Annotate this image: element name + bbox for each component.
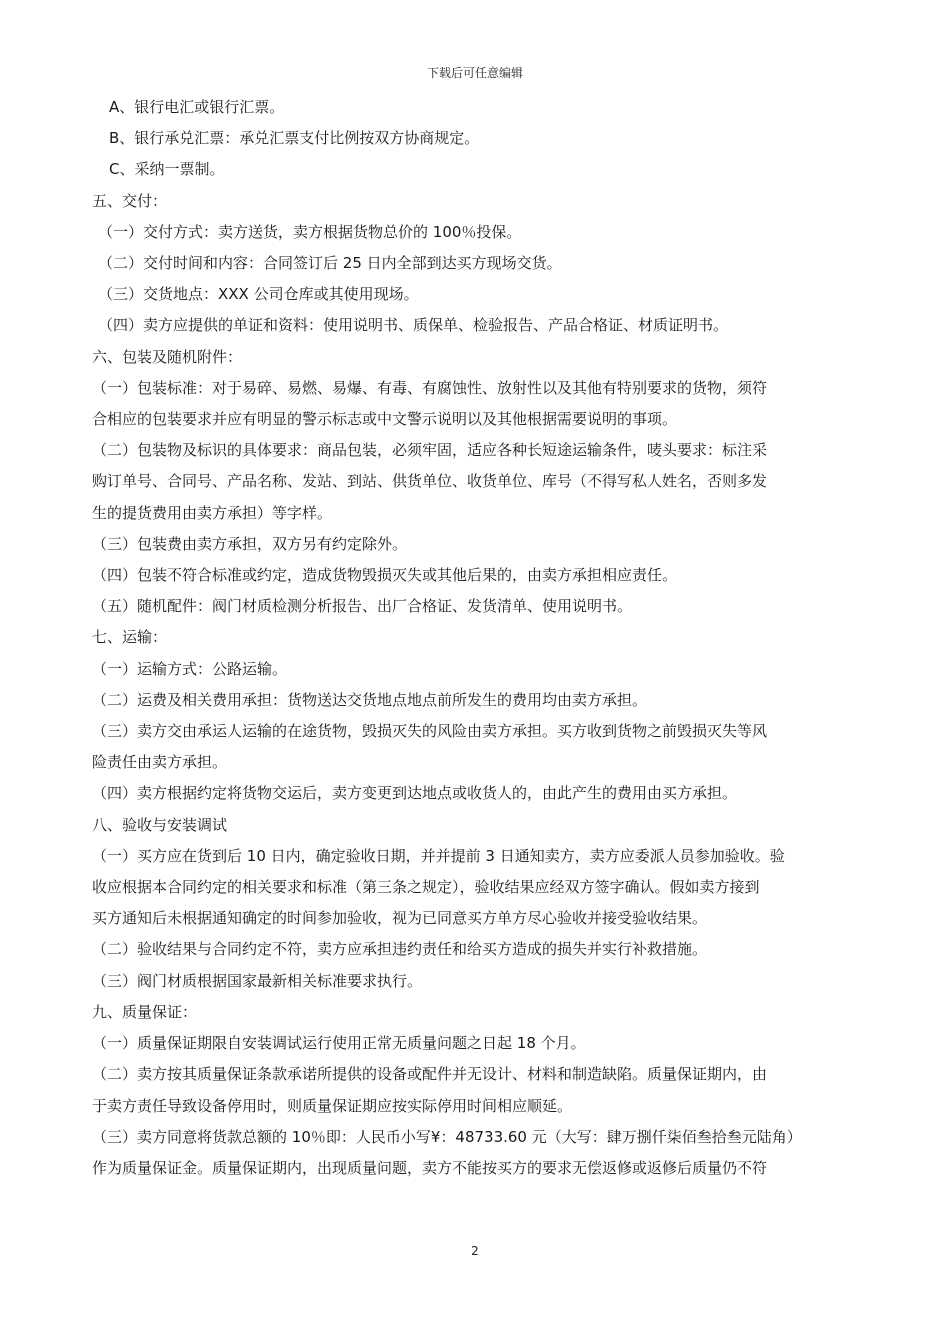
text-line: （一）质量保证期限自安装调试运行使用正常无质量问题之日起 18 个月。 [92, 1034, 586, 1053]
text-line: 险责任由卖方承担。 [92, 753, 228, 772]
text-line: （一）包装标准：对于易碎、易燃、易爆、有毒、有腐蚀性、放射性以及其他有特别要求的货物，须符 [92, 378, 768, 397]
text-line: A、银行电汇或银行汇票。 [109, 98, 285, 116]
text-line: 买方通知后未根据通知确定的时间参加验收，视为已同意买方单方尽心验收并接受验收结果。 [92, 909, 708, 928]
text-line: （二）卖方按其质量保证条款承诺所提供的设备或配件并无设计、材料和制造缺陷。质量保证期内，由 [92, 1065, 768, 1084]
text-line: B、银行承兑汇票：承兑汇票支付比例按双方协商规定。 [109, 129, 480, 148]
text-line: 于卖方责任导致设备停用时，则质量保证期应按实际停用时间相应顺延。 [92, 1096, 573, 1115]
text-line: （二）运费及相关费用承担：货物送达交货地点地点前所发生的费用均由卖方承担。 [92, 690, 648, 709]
text-line: （三）卖方交由承运人运输的在途货物，毁损灭失的风险由卖方承担。买方收到货物之前毁损灭失等风 [92, 722, 768, 741]
text-line: 七、运输： [92, 628, 168, 647]
text-line: （五）随机配件：阀门材质检测分析报告、出厂合格证、发货清单、使用说明书。 [92, 597, 633, 616]
text-line: （三）包装费由卖方承担，双方另有约定除外。 [92, 534, 408, 553]
text-line: C、采纳一票制。 [109, 160, 225, 179]
document-body [92, 92, 862, 1184]
text-line: 六、包装及随机附件： [92, 347, 243, 366]
text-line: 五、交付： [92, 191, 168, 210]
text-line: （三）卖方同意将货款总额的 10％即：人民币小写¥：48733.60 元（大写：肆万捌仟柒佰叁拾叁元陆角） [92, 1127, 802, 1146]
text-line: （四）包装不符合标准或约定，造成货物毁损灭失或其他后果的，由卖方承担相应责任。 [92, 566, 678, 585]
page-header: 下载后可任意编辑 [426, 66, 523, 80]
text-line: （四）卖方根据约定将货物交运后，卖方变更到达地点或收货人的，由此产生的费用由买方承担。 [92, 784, 738, 803]
text-line: （一）买方应在货到后 10 日内，确定验收日期，并并提前 3 日通知卖方，卖方应委派人员参加验收。验 [92, 846, 785, 865]
text-line: （三）阀门材质根据国家最新相关标准要求执行。 [92, 971, 423, 990]
text-line: （一）运输方式：公路运输。 [92, 659, 288, 678]
text-line: 生的提货费用由卖方承担）等字样。 [92, 503, 333, 522]
text-line: （二）包装物及标识的具体要求：商品包装，必须牢固，适应各种长短途运输条件，唛头要求：标注采 [92, 441, 768, 460]
text-line: 作为质量保证金。质量保证期内，出现质量问题，卖方不能按买方的要求无偿返修或返修后质量仍不符 [92, 1158, 768, 1177]
text-line: （三）交货地点：XXX 公司仓库或其使用现场。 [98, 285, 419, 304]
text-line: 合相应的包装要求并应有明显的警示标志或中文警示说明以及其他根据需要说明的事项。 [92, 410, 678, 429]
text-line: （二）交付时间和内容：合同签订后 25 日内全部到达买方现场交货。 [98, 254, 562, 273]
text-line: 八、验收与安装调试 [92, 815, 228, 834]
text-line: （一）交付方式：卖方送货，卖方根据货物总价的 100％投保。 [98, 222, 522, 241]
text-line: 收应根据本合同约定的相关要求和标准（第三条之规定），验收结果应经双方签字确认。假如卖方接到 [92, 878, 760, 897]
text-line: （二）验收结果与合同约定不符，卖方应承担违约责任和给买方造成的损失并实行补救措施。 [92, 940, 708, 959]
page-number: 2 [471, 1244, 479, 1258]
text-line: （四）卖方应提供的单证和资料：使用说明书、质保单、检验报告、产品合格证、材质证明书。 [98, 316, 729, 335]
text-line: 购订单号、合同号、产品名称、发站、到站、供货单位、收货单位、库号（不得写私人姓名，否则多发 [92, 472, 768, 491]
text-line: 九、质量保证： [92, 1002, 198, 1021]
